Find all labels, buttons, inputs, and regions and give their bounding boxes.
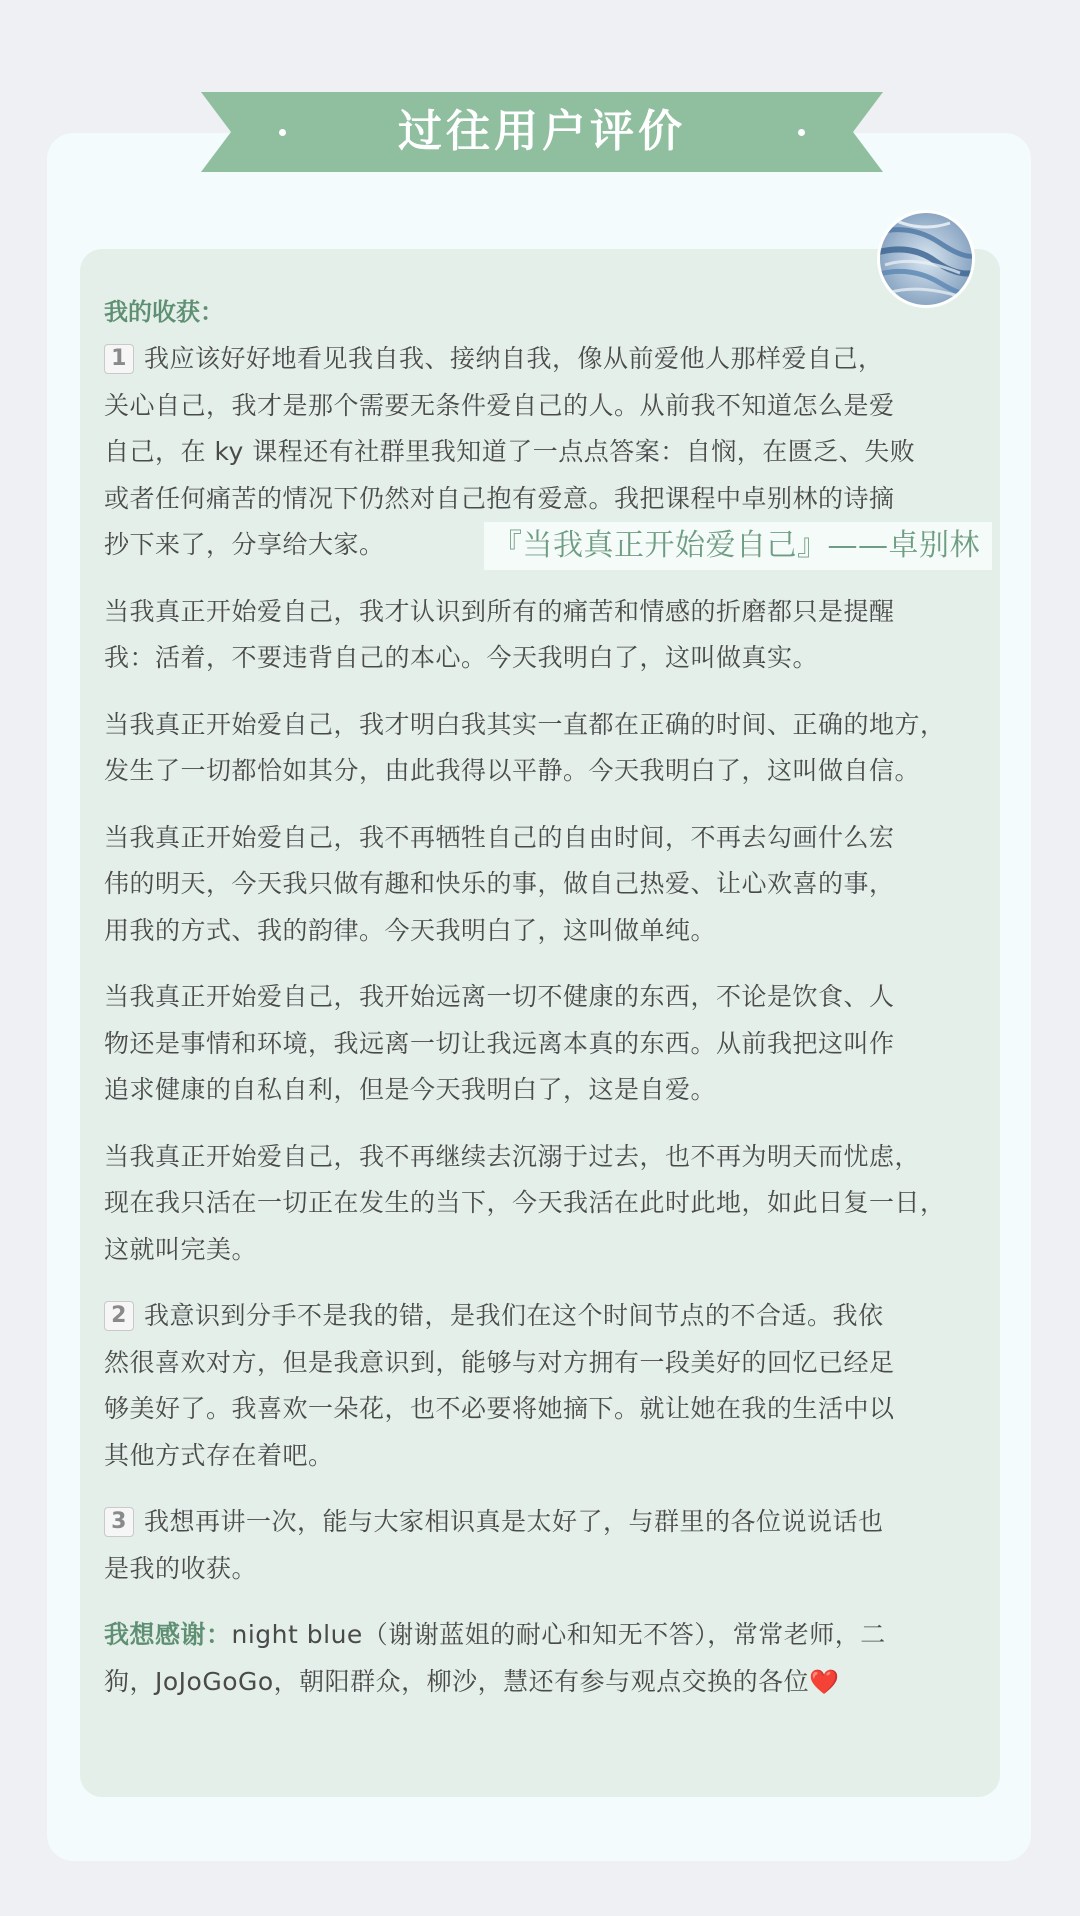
poem-stanza-2 — [104, 702, 984, 795]
paragraph-line: 追求健康的自私自利，但是今天我明白了，这是自爱。 — [104, 1075, 717, 1104]
paragraph-line: 我意识到分手不是我的错，是我们在这个时间节点的不合适。我依 — [144, 1301, 884, 1330]
poem-stanza-5 — [104, 1134, 984, 1274]
paragraph-line: 当我真正开始爱自己，我不再继续去沉溺于过去，也不再为明天而忧虑， — [104, 1141, 921, 1171]
paragraph-line: 是我的收获。 — [104, 1553, 258, 1583]
paragraph-line: 或者任何痛苦的情况下仍然对自己抱有爱意。我把课程中卓别林的诗摘 — [104, 483, 895, 513]
paragraph-line: 够美好了。我喜欢一朵花，也不必要将她摘下。就让她在我的生活中以 — [104, 1394, 895, 1423]
poem-title-label: 『当我真正开始爱自己』——卓别林 — [484, 522, 992, 570]
paragraph-line: 现在我只活在一切正在发生的当下，今天我活在此时此地，如此日复一日， — [104, 1188, 946, 1217]
paragraph-line: 伟的明天，今天我只做有趣和快乐的事，做自己热爱、让心欢喜的事， — [104, 869, 895, 898]
paragraph-line: 其他方式存在着吧。 — [104, 1440, 334, 1470]
quote-row — [104, 522, 984, 569]
poem-stanza-3 — [104, 815, 984, 955]
paragraph-line: 用我的方式、我的韵律。今天我明白了，这叫做单纯。 — [104, 915, 717, 945]
paragraph-line: 这就叫完美。 — [104, 1234, 258, 1264]
paragraph-line: 当我真正开始爱自己，我才明白我其实一直都在正确的时间、正确的地方， — [104, 709, 946, 739]
paragraph-line: 我应该好好地看见我自我、接纳自我，像从前爱他人那样爱自己， — [144, 344, 884, 373]
paragraph-line: 自己，在 ky 课程还有社群里我知道了一点点答案：自悯，在匮乏、失败 — [104, 437, 916, 466]
thanks-line: night blue（谢谢蓝姐的耐心和知无不答），常常老师，二 — [231, 1620, 886, 1649]
poem-stanza-1 — [104, 589, 984, 682]
paragraph-line: 发生了一切都恰如其分，由此我得以平静。今天我明白了，这叫做自信。 — [104, 756, 921, 785]
gain-item-3 — [104, 1499, 984, 1592]
paragraph-line: 我：活着，不要违背自己的本心。今天我明白了，这叫做真实。 — [104, 643, 819, 672]
testimonial-content — [104, 288, 984, 1705]
paragraph-line: 当我真正开始爱自己，我不再牺牲自己的自由时间，不再去勾画什么宏 — [104, 822, 895, 852]
paragraph-line: 关心自己，我才是那个需要无条件爱自己的人。从前我不知道怎么是爱 — [104, 390, 895, 420]
paragraph-line: 抄下来了，分享给大家。 — [104, 530, 385, 559]
item-number-badge: 3 — [104, 1507, 134, 1537]
thanks-label: 我想感谢： — [104, 1620, 232, 1649]
gain-item-1 — [104, 336, 984, 569]
paragraph-line: 然很喜欢对方，但是我意识到，能够与对方拥有一段美好的回忆已经足 — [104, 1347, 895, 1377]
paragraph-line: 物还是事情和环境，我远离一切让我远离本真的东西。从前我把这叫作 — [104, 1028, 895, 1058]
section-title: 过往用户评价 — [398, 106, 686, 157]
gain-item-2 — [104, 1293, 984, 1479]
paragraph-line: 当我真正开始爱自己，我开始远离一切不健康的东西，不论是饮食、人 — [104, 982, 895, 1011]
item-number-badge: 1 — [104, 344, 134, 374]
paragraph-line: 当我真正开始爱自己，我才认识到所有的痛苦和情感的折磨都只是提醒 — [104, 596, 895, 626]
gains-heading: 我的收获： — [104, 298, 224, 326]
section-banner — [201, 92, 883, 172]
thanks-line: 狗，JoJoGoGo，朝阳群众，柳沙，慧还有参与观点交换的各位 — [104, 1666, 810, 1696]
poem-stanza-4 — [104, 974, 984, 1114]
thanks-paragraph — [104, 1612, 984, 1705]
heart-icon: ❤️ — [809, 1667, 840, 1696]
paragraph-line: 我想再讲一次，能与大家相识真是太好了，与群里的各位说说话也 — [144, 1507, 884, 1536]
item-number-badge: 2 — [104, 1301, 134, 1331]
